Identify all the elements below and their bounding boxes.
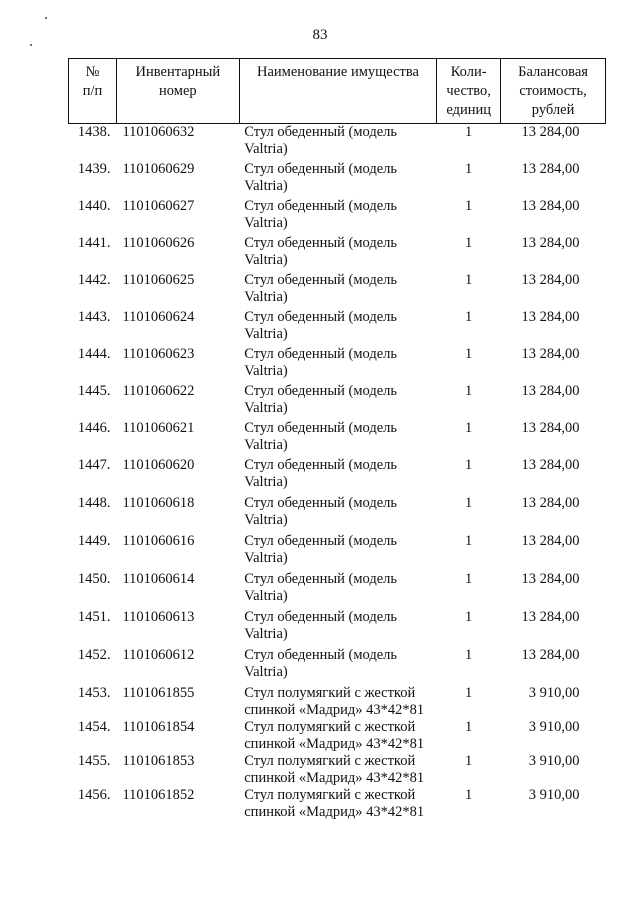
row-number: 1453. bbox=[77, 685, 111, 701]
inventory-number: 1101060621 bbox=[122, 420, 195, 436]
inventory-number: 1101060625 bbox=[122, 272, 195, 288]
balance-value: 13 284,00 bbox=[521, 571, 580, 587]
table-row bbox=[69, 753, 606, 787]
quantity: 1 bbox=[465, 753, 473, 769]
property-name: Стул полумягкий с жесткой спинкой «Мадрид» 43*42*81 bbox=[244, 787, 425, 820]
row-number: 1442. bbox=[77, 272, 111, 288]
scan-speck bbox=[30, 44, 32, 46]
balance-value: 13 284,00 bbox=[521, 272, 580, 288]
table-row bbox=[69, 198, 606, 235]
table-row bbox=[69, 457, 606, 495]
inventory-number: 1101060626 bbox=[122, 235, 195, 251]
row-number: 1440. bbox=[77, 198, 111, 214]
property-name: Стул обеденный (модель Valtria) bbox=[244, 198, 397, 231]
property-name: Стул обеденный (модель Valtria) bbox=[244, 309, 397, 342]
row-number: 1455. bbox=[77, 753, 111, 769]
table-row bbox=[69, 719, 606, 753]
table-row bbox=[69, 571, 606, 609]
table-row bbox=[69, 495, 606, 533]
page-number: 83 bbox=[312, 27, 328, 43]
quantity: 1 bbox=[465, 495, 473, 511]
row-number: 1454. bbox=[77, 719, 111, 735]
inventory-number: 1101061852 bbox=[122, 787, 195, 803]
row-number: 1448. bbox=[77, 495, 111, 511]
row-number: 1444. bbox=[77, 346, 111, 362]
balance-value: 3 910,00 bbox=[528, 753, 580, 769]
balance-value: 13 284,00 bbox=[521, 235, 580, 251]
property-name: Стул обеденный (модель Valtria) bbox=[244, 571, 397, 604]
header-num: № п/п bbox=[69, 59, 117, 124]
quantity: 1 bbox=[465, 161, 473, 177]
table-row bbox=[69, 272, 606, 309]
row-number: 1445. bbox=[77, 383, 111, 399]
table-body bbox=[69, 124, 606, 822]
quantity: 1 bbox=[465, 609, 473, 625]
scan-speck bbox=[45, 17, 47, 19]
table-row bbox=[69, 533, 606, 571]
property-name: Стул обеденный (модель Valtria) bbox=[244, 647, 397, 680]
property-name: Стул обеденный (модель Valtria) bbox=[244, 533, 397, 566]
row-number: 1438. bbox=[77, 124, 111, 140]
table-row bbox=[69, 383, 606, 420]
inventory-number: 1101060616 bbox=[122, 533, 195, 549]
table-row bbox=[69, 420, 606, 457]
property-name: Стул обеденный (модель Valtria) bbox=[244, 235, 397, 268]
balance-value: 3 910,00 bbox=[528, 719, 580, 735]
table-header bbox=[69, 59, 606, 124]
quantity: 1 bbox=[465, 420, 473, 436]
quantity: 1 bbox=[465, 346, 473, 362]
inventory-number: 1101060629 bbox=[122, 161, 195, 177]
inventory-number: 1101060622 bbox=[122, 383, 195, 399]
quantity: 1 bbox=[465, 787, 473, 803]
property-name: Стул обеденный (модель Valtria) bbox=[244, 272, 397, 305]
property-name: Стул полумягкий с жесткой спинкой «Мадрид» 43*42*81 bbox=[244, 719, 425, 752]
balance-value: 13 284,00 bbox=[521, 420, 580, 436]
balance-value: 13 284,00 bbox=[521, 609, 580, 625]
balance-value: 13 284,00 bbox=[521, 383, 580, 399]
inventory-number: 1101061853 bbox=[122, 753, 195, 769]
inventory-number: 1101060620 bbox=[122, 457, 195, 473]
quantity: 1 bbox=[465, 647, 473, 663]
balance-value: 13 284,00 bbox=[521, 457, 580, 473]
balance-value: 13 284,00 bbox=[521, 495, 580, 511]
balance-value: 13 284,00 bbox=[521, 533, 580, 549]
row-number: 1451. bbox=[77, 609, 111, 625]
balance-value: 13 284,00 bbox=[521, 647, 580, 663]
row-number: 1441. bbox=[77, 235, 111, 251]
quantity: 1 bbox=[465, 533, 473, 549]
table-row bbox=[69, 346, 606, 383]
property-name: Стул обеденный (модель Valtria) bbox=[244, 609, 397, 642]
table-row bbox=[69, 647, 606, 685]
row-number: 1446. bbox=[77, 420, 111, 436]
inventory-number: 1101060623 bbox=[122, 346, 195, 362]
quantity: 1 bbox=[465, 198, 473, 214]
property-name: Стул обеденный (модель Valtria) bbox=[244, 383, 397, 416]
balance-value: 13 284,00 bbox=[521, 161, 580, 177]
table-row bbox=[69, 235, 606, 272]
property-name: Стул обеденный (модель Valtria) bbox=[244, 495, 397, 528]
header-balance-value: Балансовая стоимость, рублей bbox=[501, 59, 606, 124]
property-name: Стул обеденный (модель Valtria) bbox=[244, 420, 397, 453]
row-number: 1449. bbox=[77, 533, 111, 549]
header-property-name: Наименование имущества bbox=[239, 59, 436, 124]
row-number: 1439. bbox=[77, 161, 111, 177]
row-number: 1450. bbox=[77, 571, 111, 587]
table-row bbox=[69, 685, 606, 719]
balance-value: 13 284,00 bbox=[521, 309, 580, 325]
table-row bbox=[69, 787, 606, 821]
row-number: 1447. bbox=[77, 457, 111, 473]
balance-value: 3 910,00 bbox=[528, 685, 580, 701]
inventory-number: 1101061854 bbox=[122, 719, 195, 735]
inventory-number: 1101060624 bbox=[122, 309, 195, 325]
property-name: Стул полумягкий с жесткой спинкой «Мадрид» 43*42*81 bbox=[244, 685, 425, 718]
inventory-number: 1101060618 bbox=[122, 495, 195, 511]
table-row bbox=[69, 161, 606, 198]
row-number: 1452. bbox=[77, 647, 111, 663]
inventory-number: 1101060614 bbox=[122, 571, 195, 587]
property-name: Стул обеденный (модель Valtria) bbox=[244, 457, 397, 490]
property-name: Стул обеденный (модель Valtria) bbox=[244, 346, 397, 379]
header-inventory-number: Инвентарный номер bbox=[116, 59, 239, 124]
inventory-number: 1101060613 bbox=[122, 609, 195, 625]
balance-value: 13 284,00 bbox=[521, 198, 580, 214]
balance-value: 13 284,00 bbox=[521, 346, 580, 362]
quantity: 1 bbox=[465, 124, 473, 140]
property-name: Стул полумягкий с жесткой спинкой «Мадрид» 43*42*81 bbox=[244, 753, 425, 786]
table-row bbox=[69, 609, 606, 647]
quantity: 1 bbox=[465, 235, 473, 251]
quantity: 1 bbox=[465, 272, 473, 288]
quantity: 1 bbox=[465, 571, 473, 587]
inventory-number: 1101060632 bbox=[122, 124, 195, 140]
property-name: Стул обеденный (модель Valtria) bbox=[244, 124, 397, 157]
quantity: 1 bbox=[465, 383, 473, 399]
balance-value: 13 284,00 bbox=[521, 124, 580, 140]
row-number: 1443. bbox=[77, 309, 111, 325]
inventory-number: 1101060627 bbox=[122, 198, 195, 214]
inventory-number: 1101061855 bbox=[122, 685, 195, 701]
header-quantity: Коли- чество, единиц bbox=[437, 59, 501, 124]
quantity: 1 bbox=[465, 719, 473, 735]
inventory-number: 1101060612 bbox=[122, 647, 195, 663]
quantity: 1 bbox=[465, 685, 473, 701]
table-row bbox=[69, 124, 606, 162]
table-row bbox=[69, 309, 606, 346]
quantity: 1 bbox=[465, 309, 473, 325]
property-name: Стул обеденный (модель Valtria) bbox=[244, 161, 397, 194]
inventory-table bbox=[68, 58, 606, 821]
quantity: 1 bbox=[465, 457, 473, 473]
row-number: 1456. bbox=[77, 787, 111, 803]
balance-value: 3 910,00 bbox=[528, 787, 580, 803]
